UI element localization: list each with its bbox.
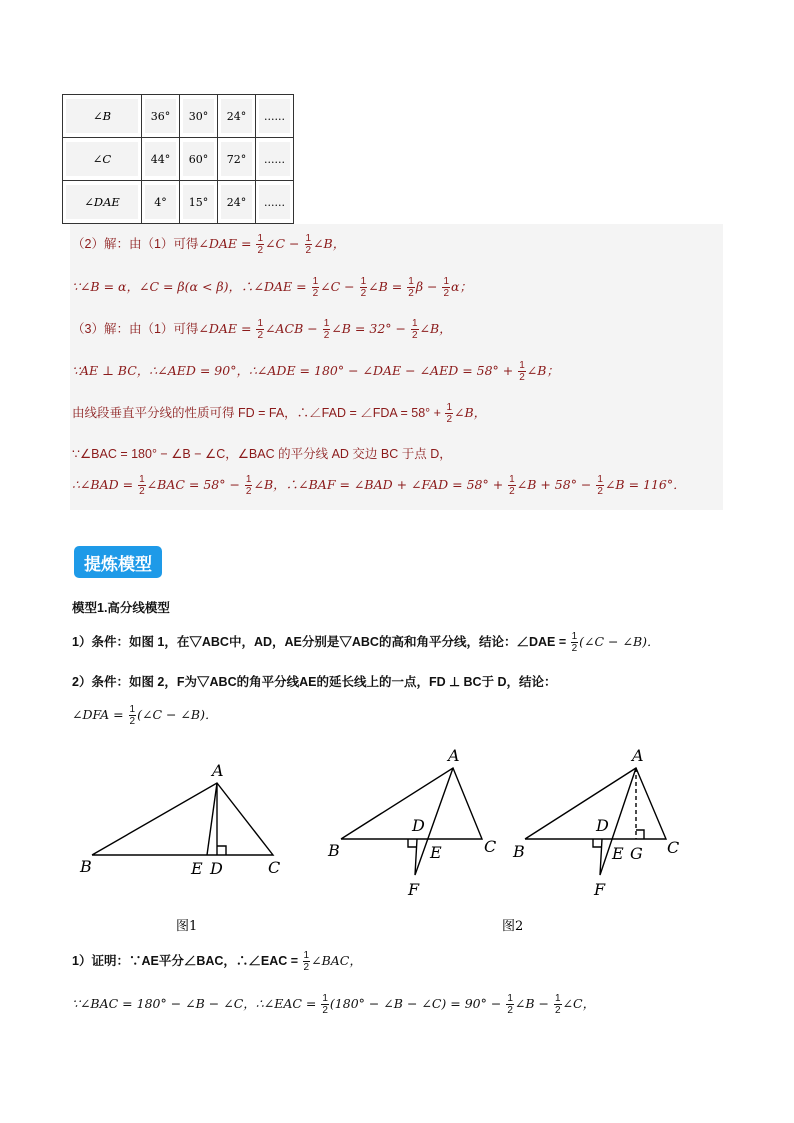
label-d: D (596, 816, 609, 835)
triangle-abc (92, 783, 273, 855)
math-text: α； (451, 278, 472, 294)
section-heading-badge: 提炼模型 (74, 546, 162, 578)
table-row-label: ∠B (66, 99, 138, 133)
label-b: B (80, 857, 92, 876)
right-angle-mark (593, 839, 602, 847)
table-row-label: ∠DAE (66, 185, 138, 219)
fraction-half: $\frac{1}{2}$ (257, 318, 264, 341)
table-cell: 60° (183, 142, 214, 176)
solution-line-2 (72, 276, 472, 299)
math-text: ∠C， (562, 995, 596, 1011)
table-cell: 72° (221, 142, 252, 176)
label-c: C (484, 837, 497, 856)
fraction-half: $\frac{1}{2}$ (322, 993, 328, 1016)
figure-1 (76, 758, 296, 883)
math-text: ∠B = 32° − (331, 320, 410, 336)
figure-2-caption: 图2 (502, 919, 524, 934)
math-text: ∠B = 116°． (604, 476, 686, 492)
label-b: B (328, 841, 340, 860)
right-angle-mark (217, 846, 226, 855)
fraction-half: $\frac{1}{2}$ (257, 233, 264, 256)
figure-2-right (510, 744, 690, 899)
math-text: ∵AE ⊥ BC，∴∠AED = 90°，∴∠ADE = 180° − ∠DAE − ∠AED = 58° + (72, 362, 518, 378)
label-d: D (412, 816, 425, 835)
table-row-label: ∠C (66, 142, 138, 176)
label-e: E (430, 843, 442, 862)
solution-line-6 (72, 444, 452, 462)
table-cell: 44° (145, 142, 176, 176)
solution-line-1 (72, 233, 345, 256)
label-b: B (513, 842, 525, 861)
right-angle-mark-g (636, 830, 644, 839)
table-cell: 24° (221, 99, 252, 133)
fraction-half: $\frac{1}{2}$ (519, 360, 525, 383)
fraction-half: $\frac{1}{2}$ (571, 631, 578, 654)
math-text: ∠BAC = 58° − (146, 476, 244, 492)
label-d: D (210, 859, 223, 878)
solution-text: 由线段垂直平分线的性质可得 FD = FA，∴∠FAD = ∠FDA = 58° + (72, 405, 445, 420)
angle-table (62, 94, 294, 224)
label-a: A (632, 746, 644, 765)
math-text: ∠ACB − (265, 320, 322, 336)
condition-1: 1）条件：如图 1，在▽ABC中，AD，AE分别是▽ABC的高和角平分线，结论：∠DAE = $\frac{1}{2}$ (∠C − ∠B)． (72, 631, 660, 654)
solution-text: （2）解：由（1）可得 (72, 236, 199, 251)
math-text: ∴∠BAD = (72, 476, 138, 492)
math-text: ∠C − (320, 278, 359, 294)
fraction-half: $\frac{1}{2}$ (554, 993, 561, 1016)
proof-line-2 (72, 993, 595, 1016)
proof-line-1: 1）证明：∵AE平分∠BAC，∴∠EAC = $\frac{1}{2}$ ∠BAC， (72, 950, 362, 973)
fraction-half: $\frac{1}{2}$ (312, 276, 319, 299)
fraction-half: $\frac{1}{2}$ (507, 993, 513, 1016)
label-a: A (448, 746, 460, 765)
table-cell: 4° (145, 185, 176, 219)
fraction-half: $\frac{1}{2}$ (360, 276, 367, 299)
fraction-half: $\frac{1}{2}$ (408, 276, 414, 299)
label-f: F (408, 880, 420, 899)
fraction-half: $\frac{1}{2}$ (303, 950, 310, 973)
table-cell: ...... (259, 185, 290, 219)
fraction-half: $\frac{1}{2}$ (443, 276, 450, 299)
math-text: ∵∠BAC = 180° − ∠B − ∠C，∴∠EAC = (72, 995, 321, 1011)
solution-line-5 (72, 402, 486, 425)
label-e: E (612, 844, 624, 863)
label-a: A (212, 761, 224, 780)
figure-1-caption: 图1 (176, 919, 198, 934)
label-c: C (667, 838, 680, 857)
fraction-half: $\frac{1}{2}$ (139, 474, 145, 497)
fraction-half: $\frac{1}{2}$ (597, 474, 603, 497)
math-text: ∠BAC， (311, 952, 362, 968)
table-row (63, 138, 294, 181)
table-cell: 36° (145, 99, 176, 133)
math-text: ∠B，∴∠BAF = ∠BAD + ∠FAD = 58° + (253, 476, 508, 492)
math-text: (180° − ∠B − ∠C) = 90° − (329, 995, 506, 1011)
table-cell: 15° (183, 185, 214, 219)
label-g: G (630, 844, 643, 863)
math-text: ∠B， (419, 320, 452, 336)
math-text: ∠B + 58° − (516, 476, 596, 492)
right-angle-mark (408, 839, 417, 847)
math-text: (∠C − ∠B)． (579, 633, 660, 649)
fraction-half: $\frac{1}{2}$ (245, 474, 252, 497)
label-c: C (268, 858, 281, 877)
label-e: E (191, 859, 203, 878)
math-text: ∠DAE = (198, 320, 256, 336)
table-cell: 30° (183, 99, 214, 133)
model-title: 模型1.高分线模型 (72, 601, 170, 615)
condition-2: 2）条件：如图 2，F为▽ABC的角平分线AE的延长线上的一点，FD ⊥ BC于 D，结论： (72, 675, 557, 689)
math-text: ∠C − (265, 235, 304, 251)
figure-2-left (326, 744, 506, 899)
fraction-half: $\frac{1}{2}$ (446, 402, 452, 425)
math-text: ∵∠B = α，∠C = β(α < β)，∴∠DAE = (72, 278, 311, 294)
bisector-ae (207, 783, 217, 855)
fraction-half: $\frac{1}{2}$ (509, 474, 515, 497)
fraction-half: $\frac{1}{2}$ (323, 318, 330, 341)
math-text: β − (415, 278, 442, 294)
math-text: ∠B， (313, 235, 346, 251)
solution-line-3 (72, 318, 452, 341)
table-cell: ...... (259, 142, 290, 176)
math-text: (∠C − ∠B)． (137, 706, 218, 722)
math-text: ∠B = (368, 278, 407, 294)
table-row (63, 181, 294, 224)
fraction-half: $\frac{1}{2}$ (411, 318, 418, 341)
solution-text: ∵∠BAC = 180° − ∠B − ∠C，∠BAC 的平分线 AD 交边 BC 于点 D， (72, 447, 452, 461)
math-text: ∠DFA = (72, 706, 128, 722)
condition-2-conclusion (72, 704, 217, 727)
solution-line-7 (72, 474, 686, 497)
math-text: ∠DAE = (198, 235, 256, 251)
fraction-half: $\frac{1}{2}$ (305, 233, 312, 256)
math-text: ∠B， (454, 404, 487, 420)
table-row (63, 95, 294, 138)
table-cell: 24° (221, 185, 252, 219)
table-cell: ...... (259, 99, 290, 133)
math-text: ∠B − (514, 995, 553, 1011)
label-f: F (594, 880, 606, 899)
solution-line-4 (72, 360, 559, 383)
solution-text: （3）解：由（1）可得 (72, 321, 199, 336)
fraction-half: $\frac{1}{2}$ (129, 704, 136, 727)
math-text: ∠B； (526, 362, 559, 378)
